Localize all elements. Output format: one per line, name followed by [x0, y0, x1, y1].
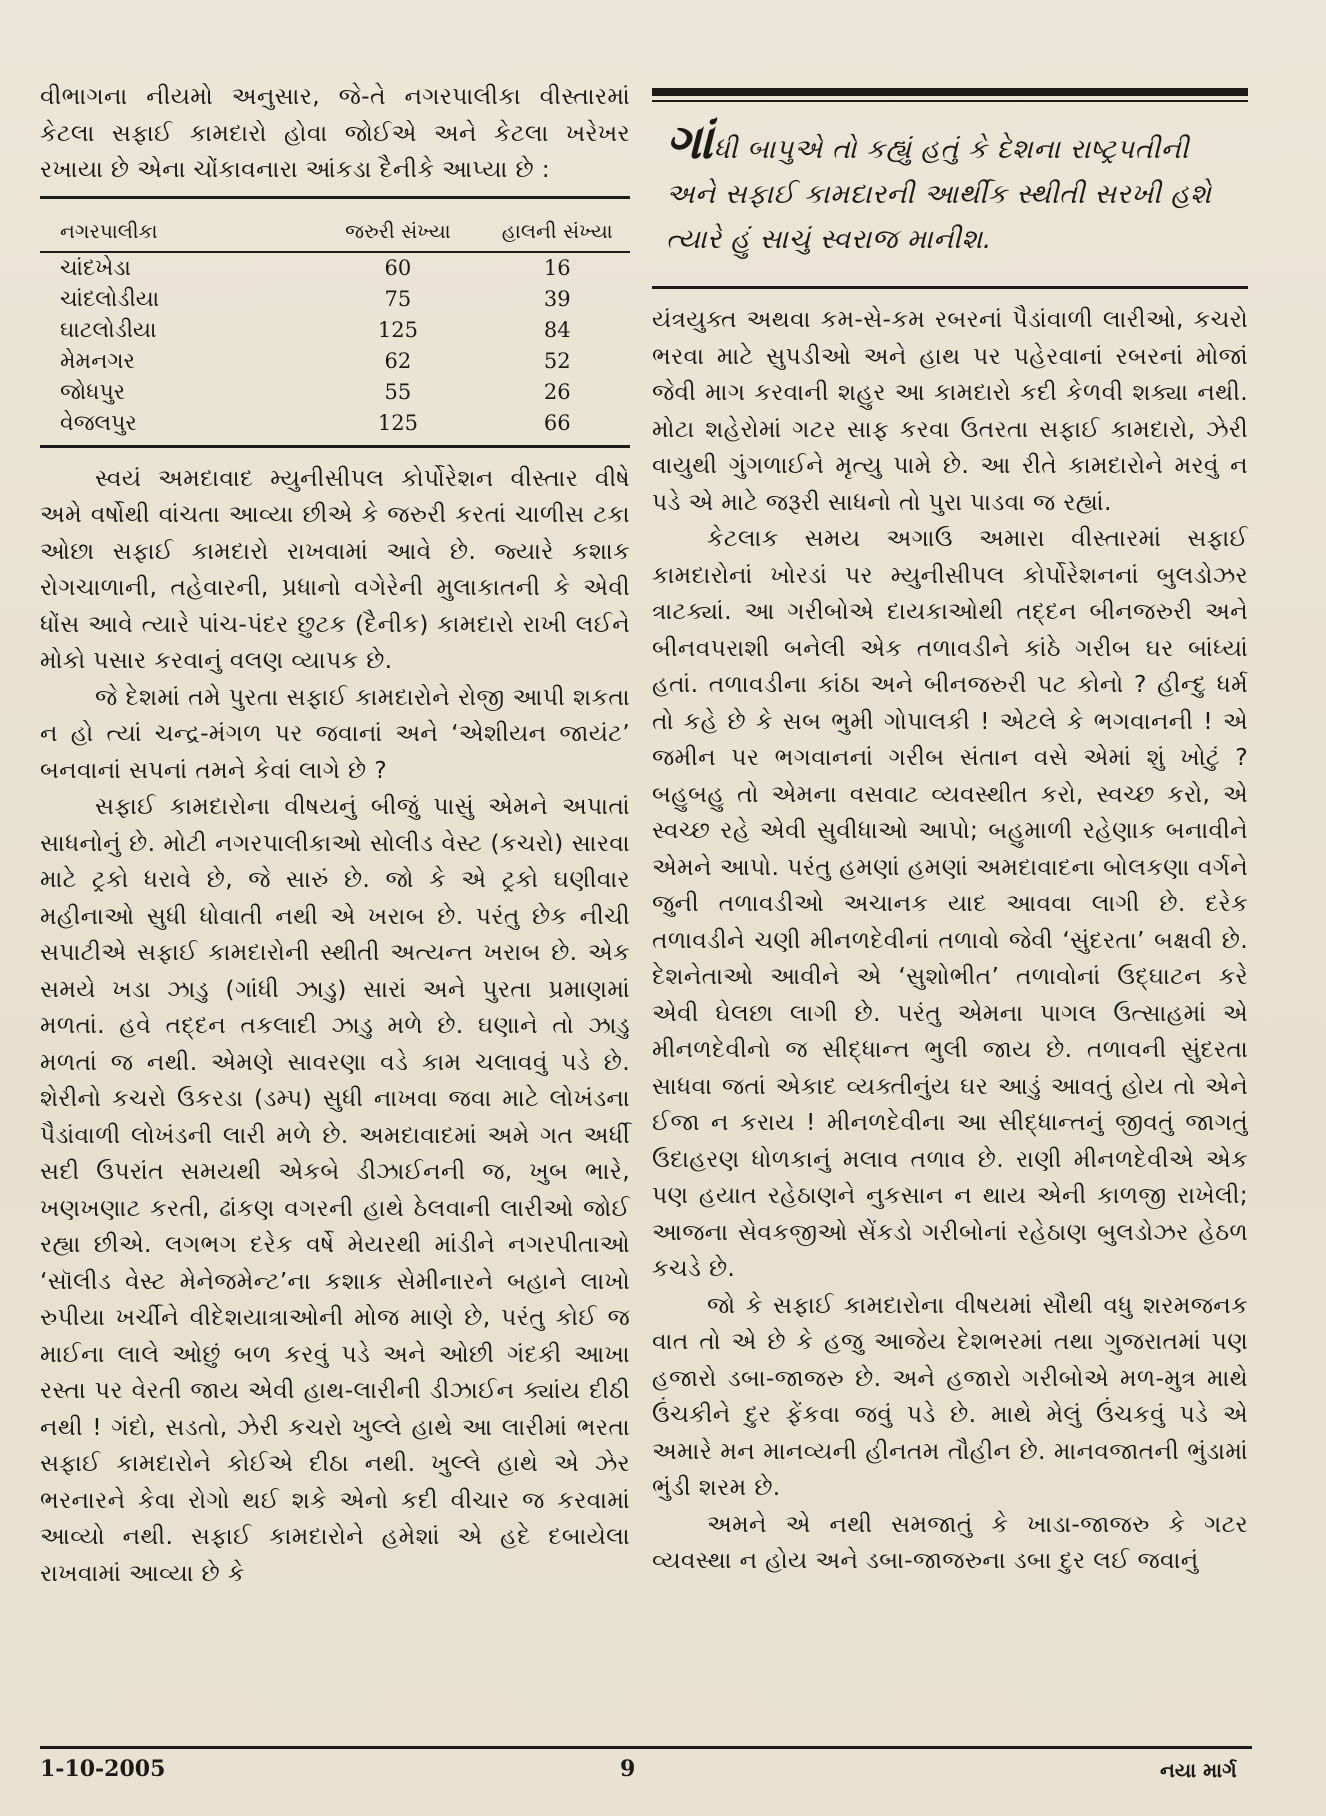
right-paragraph: અમને એ નથી સમજાતું કે ખાડા-જાજરુ કે ગટર વ્યવસ્થા ન હોય અને ડબા-જાજરુના ડબા દુર લઈ જવાનું — [652, 1509, 1248, 1574]
left-column — [40, 78, 630, 1591]
pull-quote-top-rule — [652, 88, 1248, 96]
table-cell-name: મેમનગર — [60, 348, 135, 374]
magazine-name: નયા માર્ગ — [1160, 1758, 1237, 1782]
left-paragraph: જે દેશમાં તમે પુરતા સફાઈ કામદારોને રોજી આપી શકતા ન હો ત્યાં ચન્દ્ર-મંગળ પર જવાનાં અને ‘એશીયન જાયંટ’ બનવાનાં સપનાં તમને કેવાં લાગે છે ? — [40, 682, 630, 784]
table-row — [40, 346, 630, 377]
table-body — [40, 252, 630, 439]
right-paragraph: યંત્રયુક્ત અથવા કમ-સે-કમ રબરનાં પૈડાંવાળી લારીઓ, કચરો ભરવા માટે સુપડીઓ અને હાથ પર પહેરવાનાં રબરનાં મોજાં જેવી માગ કરવાની શહુર આ કામદારો કદી કેળવી શક્યા નથી. મોટા શહેરોમાં ગટર સાફ કરવા ઉતરતા સફાઈ કામદારો, ઝેરી વાયુથી ગુંગળાઈને મૃત્યુ પામે છે. આ રીતે કામદારોને મરવું ન પડે એ માટે જરૂરી સાધનો તો પુરા પાડવા જ રહ્યાં. — [652, 305, 1248, 516]
table-row — [40, 408, 630, 439]
table-cell-required: 62 — [384, 348, 412, 373]
table-cell-current: 84 — [543, 317, 571, 342]
table-cell-required: 125 — [377, 317, 418, 342]
municipality-table — [40, 207, 630, 439]
table-cell-current: 26 — [543, 379, 571, 404]
table-top-rule — [40, 196, 630, 199]
table-cell-required: 60 — [384, 255, 412, 280]
table-cell-current: 16 — [543, 255, 571, 280]
pull-quote-text — [652, 102, 1248, 282]
left-intro-paragraph: વીભાગના નીયમો અનુસાર, જે-તે નગરપાલીકા વીસ્તારમાં કેટલા સફાઈ કામદારો હોવા જોઈએ અને કેટલા ખરેખર રખાયા છે એના ચોંકાવનારા આંકડા દૈનીકે આપ્યા છે : — [40, 82, 630, 183]
page-number: 9 — [620, 1756, 636, 1782]
table-cell-name: ચાંદલોડીયા — [60, 286, 160, 312]
table-cell-name: ચાંદખેડા — [60, 255, 131, 281]
table-cell-required: 75 — [384, 286, 412, 311]
right-paragraph: જો કે સફાઈ કામદારોના વીષયમાં સૌથી વધુ શરમજનક વાત તો એ છે કે હજુ આજેય દેશભરમાં તથા ગુજરાતમાં પણ હજારો ડબા-જાજરુ છે. અને હજારો ગરીબોએ મળ-મુત્ર માથે ઉંચકીને દુર ફેંકવા જવું પડે છે. માથે મેલું ઉંચકવું પડે એ અમારે મન માનવ્યની હીનતમ તૌહીન છે. માનવજાતની ભુંડામાં ભુંડી શરમ છે. — [652, 1290, 1248, 1501]
table-header-municipality: નગરપાલીકા — [60, 218, 158, 243]
footer-rule — [40, 1746, 1252, 1749]
table-row — [40, 315, 630, 346]
table-cell-current: 39 — [543, 286, 571, 311]
right-paragraph: કેટલાક સમય અગાઉ અમારા વીસ્તારમાં સફાઈ કામદારોનાં ખોરડાં પર મ્યુનીસીપલ કોર્પોરેશનનાં બુલડોઝર ત્રાટક્યાં. આ ગરીબોએ દાયકાઓથી તદ્દન બીનજરુરી અને બીનવપરાશી બનેલી એક તળાવડીને કાંઠે ગરીબ ઘર બાંધ્યાં હતાં. તળાવડીના કાંઠા અને બીનજરુરી પટ કોનો ? હીન્દુ ધર્મ તો કહે છે કે સબ ભુમી ગોપાલકી ! એટલે કે ભગવાનની ! એ જમીન પર ભગવાનનાં ગરીબ સંતાન વસે એમાં શું ખોટું ? બહુબહુ તો એમના વસવાટ વ્યવસ્થીત કરો, સ્વચ્છ કરો, એ સ્વચ્છ રહે એવી સુવીધાઓ આપો; બહુમાળી રહેણાક બનાવીને એમને આપો. પરંતુ હમણાં હમણાં અમદાવાદના બોલકણા વર્ગને જુની તળાવડીઓ અચાનક યાદ આવવા લાગી છે. દરેક તળાવડીને ચણી મીનળદેવીનાં તળાવો જેવી ‘સુંદરતા’ બક્ષવી છે. દેશનેતાઓ આવીને એ ‘સુશોભીત’ તળાવોનાં ઉદ્ઘાટન કરે એવી ઘેલછા લાગી છે. પરંતુ એમના પાગલ ઉત્સાહમાં એ મીનળદેવીનો જ સીદ્ધાન્ત ભુલી જાય છે. તળાવની સુંદરતા સાધવા જતાં એકાદ વ્યક્તીનુંય ઘર આડું આવતું હોય તો એને ઈજા ન કરાય ! મીનળદેવીના આ સીદ્ધાન્તનું જીવતું જાગતું ઉદાહરણ ધોળકાનું મલાવ તળાવ છે. રાણી મીનળદેવીએ એક પણ હયાત રહેઠાણને નુકસાન ન થાય એની કાળજી રાખેલી; આજના સેવકજીઓ સેંકડો ગરીબોનાં રહેઠાણ બુલડોઝર હેઠળ કચડે છે. — [652, 524, 1248, 1282]
table-row — [40, 252, 630, 284]
table-cell-current: 52 — [543, 348, 571, 373]
table-cell-current: 66 — [543, 410, 571, 435]
table-cell-required: 125 — [377, 410, 418, 435]
table-header-current: હાલની સંખ્યા — [501, 218, 613, 243]
pull-quote-drop-letter: ગાં — [666, 114, 714, 170]
table-cell-name: વેજલપુર — [60, 410, 137, 436]
left-paragraph: સ્વયં અમદાવાદ મ્યુનીસીપલ કોર્પોરેશન વીસ્તાર વીષે અમે વર્ષોથી વાંચતા આવ્યા છીએ કે જરુરી કરતાં ચાળીસ ટકા ઓછા સફાઈ કામદારો રાખવામાં આવે છે. જ્યારે કશાક રોગચાળાની, તહેવારની, પ્રધાનો વગેરેની મુલાકાતની કે એવી ધોંસ આવે ત્યારે પાંચ-પંદર છુટક (દૈનીક) કામદારો રાખી લઈને મોકો પસાર કરવાનું વલણ વ્યાપક છે. — [40, 463, 630, 674]
footer-date: 1-10-2005 — [40, 1756, 166, 1782]
pull-quote-body: ધી બાપુએ તો કહ્યું હતું કે દેશના રાષ્ટ્રપતીની અને સફાઈ કામદારની આર્થીક સ્થીતી સરખી હશે ત્યારે હું સાચું સ્વરાજ માનીશ. — [666, 134, 1212, 255]
table-cell-required: 55 — [384, 379, 412, 404]
right-column — [652, 88, 1248, 1579]
table-bottom-rule — [40, 445, 630, 448]
table-header-required: જરુરી સંખ્યા — [345, 218, 451, 243]
table-row — [40, 377, 630, 408]
table-row — [40, 284, 630, 315]
table-cell-name: જોધપુર — [60, 379, 126, 405]
pull-quote — [652, 88, 1248, 282]
pull-quote-bottom-rule — [652, 286, 1248, 289]
left-paragraph: સફાઈ કામદારોના વીષયનું બીજું પાસું એમને અપાતાં સાધનોનું છે. મોટી નગરપાલીકાઓ સોલીડ વેસ્ટ (કચરો) સારવા માટે ટ્રકો ધરાવે છે, જે સારું છે. જો કે એ ટ્રકો ઘણીવાર મહીનાઓ સુધી ધોવાતી નથી એ ખરાબ છે. પરંતુ છેક નીચી સપાટીએ સફાઈ કામદારોની સ્થીતી અત્યન્ત ખરાબ છે. એક સમયે ખડા ઝાડુ (ગાંધી ઝાડુ) સારાં અને પુરતા પ્રમાણમાં મળતાં. હવે તદ્દન તકલાદી ઝાડુ મળે છે. ઘણાને તો ઝાડુ મળતાં જ નથી. એમણે સાવરણા વડે કામ ચલાવવું પડે છે. શેરીનો કચરો ઉકરડા (ડમ્પ) સુધી નાખવા જવા માટે લોખંડના પૈડાંવાળી લોખંડની લારી મળે છે. અમદાવાદમાં અમે ગત અર્ધી સદી ઉપરાંત સમયથી એકબે ડીઝાઈનની જ, ખુબ ભારે, ખણખણાટ કરતી, ઢાંકણ વગરની હાથે ઠેલવાની લારીઓ જોઈ રહ્યા છીએ. લગભગ દરેક વર્ષે મેયરથી માંડીને નગરપીતાઓ ‘સૉલીડ વેસ્ટ મેનેજમેન્ટ’ના કશાક સેમીનારને બહાને લાખો રુપીયા ખર્ચીને વીદેશયાત્રાઓની મોજ માણે છે, પરંતુ કોઈ જ માઈના લાલે ઓછું બળ કરવું પડે અને ઓછી ગંદકી આખા રસ્તા પર વેરતી જાય એવી હાથ-લારીની ડીઝાઈન ક્યાંય દીઠી નથી ! ગંદો, સડતો, ઝેરી કચરો ખુલ્લે હાથે આ લારીમાં ભરતા સફાઈ કામદારોને કોઈએ દીઠા નથી. ખુલ્લે હાથે એ ઝેર ભરનારને કેવા રોગો થઈ શકે એનો કદી વીચાર જ કરવામાં આવ્યો નથી. સફાઈ કામદારોને હમેશાં એ હદે દબાયેલા રાખવામાં આવ્યા છે કે — [40, 792, 630, 1587]
table-cell-name: ઘાટલોડીયા — [60, 317, 157, 343]
table-header-row — [40, 207, 630, 252]
